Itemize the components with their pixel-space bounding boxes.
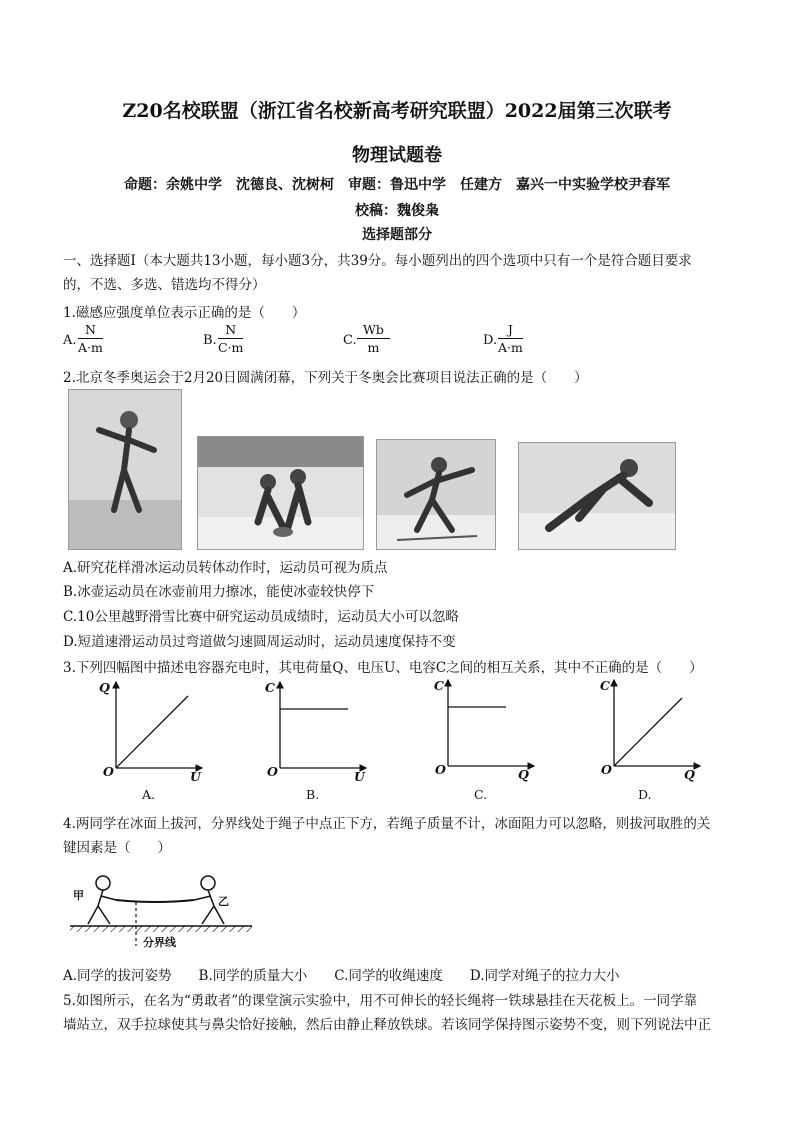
q4-stem-line-1: 4.两同学在冰面上拔河，分界线处于绳子中点正下方，若绳子质量不计，冰面阻力可以忽略，则拔河取胜的关 xyxy=(63,816,711,832)
q1-option-b-label: B. xyxy=(203,333,217,348)
curling-photo xyxy=(197,436,364,550)
q3-graph-d-origin: O xyxy=(601,762,612,777)
q1-option-c-label: C. xyxy=(343,333,357,348)
q1-option-c-fraction xyxy=(357,322,390,355)
q4-options: A.同学的拔河姿势 B.同学的质量大小 C.同学的收绳速度 D.同学对绳子的拉力大小 xyxy=(63,968,620,984)
q1-option-a-num: N xyxy=(78,322,103,339)
q3-graph-b-xlabel: U xyxy=(354,769,365,784)
speed-skating-photo xyxy=(518,442,676,550)
q1-option-c-den: m xyxy=(367,340,380,355)
q3-graph-a-origin: O xyxy=(103,764,114,779)
q1-option-a-fraction xyxy=(78,322,103,355)
exam-title: Z20名校联盟（浙江省名校新高考研究联盟）2022届第三次联考 xyxy=(122,100,672,122)
q2-stem: 2.北京冬季奥运会于2月20日圆满闭幕，下列关于冬奥会比赛项目说法正确的是（ ） xyxy=(63,370,588,386)
q3-graph-c-label: C. xyxy=(474,787,488,802)
q4-stem-line-2: 键因素是（ ） xyxy=(63,840,171,856)
q1-option-c-num: Wb xyxy=(357,322,390,339)
intro-line-1: 一、选择题Ⅰ（本大题共13小题，每小题3分，共39分。每小题列出的四个选项中只有一个是符合题目要求 xyxy=(63,253,692,269)
q1-option-b-den: C·m xyxy=(218,340,244,355)
q3-graph-b-origin: O xyxy=(267,764,278,779)
q2-option-a: A.研究花样滑冰运动员转体动作时，运动员可视为质点 xyxy=(63,560,388,576)
cross-country-skiing-photo xyxy=(376,439,496,550)
q1-stem: 1.磁感应强度单位表示正确的是（ ） xyxy=(63,305,306,321)
q3-graph-c-origin: O xyxy=(435,762,446,777)
q3-stem: 3.下列四幅图中描述电容器充电时，其电荷量Q、电压U、电容C之间的相互关系，其中不正确的是（ ） xyxy=(63,660,703,676)
q3-graph-d-ylabel: C xyxy=(600,678,610,693)
q1-option-d-fraction xyxy=(498,322,523,355)
q1-option-d-num: J xyxy=(498,322,523,339)
q4-divider-label: 分界线 xyxy=(143,936,176,949)
subject-title: 物理试题卷 xyxy=(352,145,442,166)
q4-right-person-label: 乙 xyxy=(218,895,229,908)
q1-option-a-den: A·m xyxy=(78,340,103,355)
q2-option-d: D.短道速滑运动员过弯道做匀速圆周运动时，运动员速度保持不变 xyxy=(63,634,456,650)
q3-graph-a-label: A. xyxy=(142,787,156,802)
q1-option-b-fraction xyxy=(218,322,243,355)
figure-skating-photo xyxy=(68,389,182,550)
q3-graph-d-label: D. xyxy=(638,787,652,802)
q3-graph-a-xlabel: U xyxy=(190,769,201,784)
q1-option-b-num: N xyxy=(218,322,243,339)
q3-graph-b-ylabel: C xyxy=(265,680,275,695)
proofreader-line: 校稿：魏俊枭 xyxy=(355,203,439,219)
intro-line-2: 的，不选、多选、错选均不得分） xyxy=(63,277,266,293)
q2-option-c: C.10公里越野滑雪比赛中研究运动员成绩时，运动员大小可以忽略 xyxy=(63,609,459,625)
section-heading: 选择题部分 xyxy=(362,227,432,243)
q1-option-d-label: D. xyxy=(483,333,498,348)
q4-left-person-label: 甲 xyxy=(73,889,84,902)
authors-line: 命题：余姚中学 沈德良、沈树柯 审题：鲁迅中学 任建方 嘉兴一中实验学校尹春军 xyxy=(124,177,670,193)
q3-graph-c-xlabel: Q xyxy=(518,767,529,782)
q3-graph-b-label: B. xyxy=(306,787,320,802)
q3-graph-c-ylabel: C xyxy=(434,678,444,693)
q3-graph-d-xlabel: Q xyxy=(684,767,695,782)
q2-option-b: B.冰壶运动员在冰壶前用力擦冰，能使冰壶较快停下 xyxy=(63,584,375,600)
q1-option-a-label: A. xyxy=(63,333,77,348)
q5-stem-line-2: 墙站立，双手拉球使其与鼻尖恰好接触，然后由静止释放铁球。若该同学保持图示姿势不变，则下列说法中正 xyxy=(63,1017,711,1033)
q5-stem-line-1: 5.如图所示，在名为“勇敢者”的课堂演示实验中，用不可伸长的轻长绳将一铁球悬挂在天花板上。一同学靠 xyxy=(63,993,698,1009)
q1-option-d-den: A·m xyxy=(498,340,523,355)
q3-graph-a-ylabel: Q xyxy=(99,680,110,695)
